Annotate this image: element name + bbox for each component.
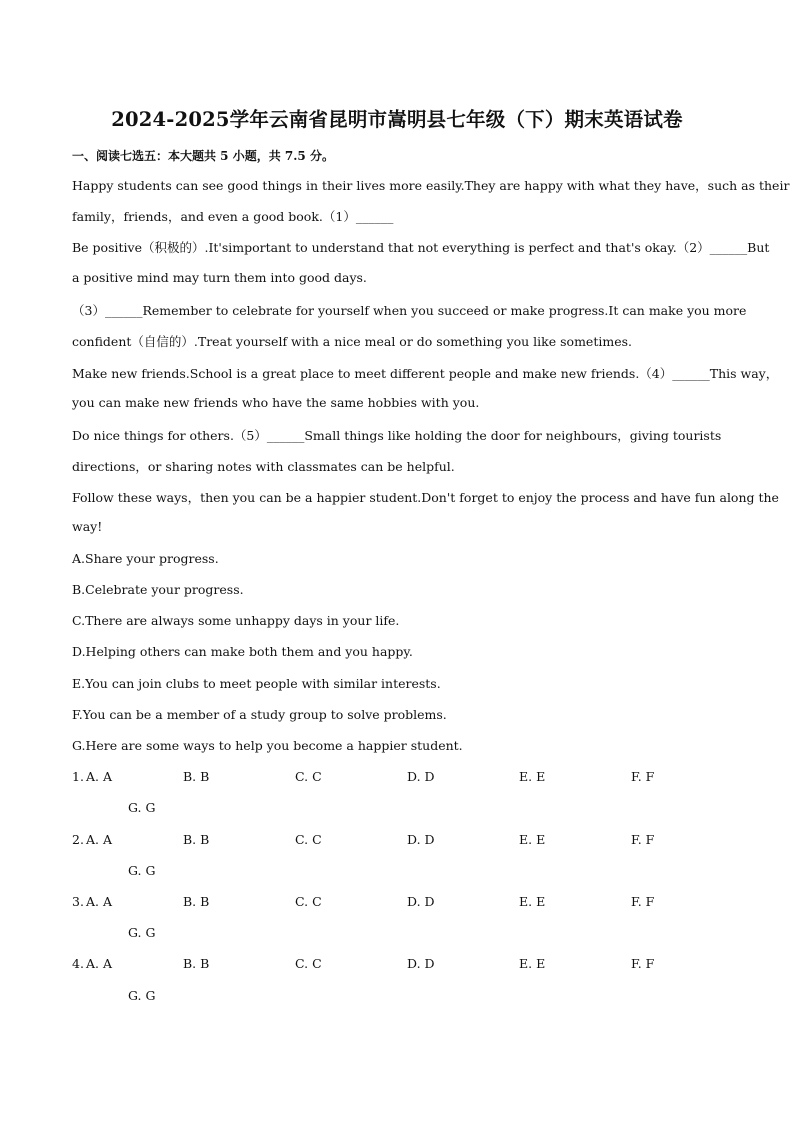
- question-number: 4.: [72, 956, 84, 971]
- option-c[interactable]: C. C: [295, 894, 322, 909]
- option-f[interactable]: F. F: [631, 894, 655, 909]
- option-b[interactable]: B. B: [183, 832, 210, 847]
- option-c[interactable]: C. C: [295, 769, 322, 784]
- option-d[interactable]: D. D: [407, 832, 435, 847]
- choice-g: G.Here are some ways to help you become a happier student.: [72, 738, 463, 753]
- passage-line: family，friends，and even a good book.（1）______: [72, 209, 394, 224]
- question-number: 2.: [72, 832, 84, 847]
- option-c[interactable]: C. C: [295, 956, 322, 971]
- option-e[interactable]: E. E: [519, 832, 546, 847]
- option-b[interactable]: B. B: [183, 894, 210, 909]
- option-f[interactable]: F. F: [631, 769, 655, 784]
- option-c[interactable]: C. C: [295, 832, 322, 847]
- option-a[interactable]: A. A: [86, 894, 113, 909]
- section-header: 一、阅读七选五：本大题共 5 小题，共 7.5 分。: [72, 149, 334, 163]
- passage-line: Follow these ways，then you can be a happier student.Don't forget to enjoy the process and have fun along the: [72, 490, 779, 505]
- choice-d: D.Helping others can make both them and you happy.: [72, 644, 413, 659]
- passage-line: Be positive（积极的）.It'simportant to understand that not everything is perfect and that's okay.（2）______But: [72, 240, 770, 255]
- question-number: 1.: [72, 769, 84, 784]
- choice-b: B.Celebrate your progress.: [72, 582, 244, 597]
- option-g[interactable]: G. G: [128, 863, 156, 878]
- page-title: 2024-2025学年云南省昆明市嵩明县七年级（下）期末英语试卷: [111, 108, 683, 131]
- choice-a: A.Share your progress.: [72, 551, 219, 566]
- passage-line: way!: [72, 519, 103, 534]
- question-number: 3.: [72, 894, 84, 909]
- choice-f: F.You can be a member of a study group to solve problems.: [72, 707, 447, 722]
- option-e[interactable]: E. E: [519, 769, 546, 784]
- choice-c: C.There are always some unhappy days in your life.: [72, 613, 400, 628]
- option-f[interactable]: F. F: [631, 832, 655, 847]
- option-g[interactable]: G. G: [128, 800, 156, 815]
- passage-line: （3）______Remember to celebrate for yourself when you succeed or make progress.It can make you more: [72, 303, 747, 318]
- option-a[interactable]: A. A: [86, 769, 113, 784]
- passage-line: confident（自信的）.Treat yourself with a nice meal or do something you like sometimes.: [72, 334, 632, 349]
- option-e[interactable]: E. E: [519, 894, 546, 909]
- option-b[interactable]: B. B: [183, 769, 210, 784]
- option-g[interactable]: G. G: [128, 988, 156, 1003]
- option-g[interactable]: G. G: [128, 925, 156, 940]
- option-d[interactable]: D. D: [407, 769, 435, 784]
- choice-e: E.You can join clubs to meet people with similar interests.: [72, 676, 441, 691]
- passage-line: directions，or sharing notes with classmates can be helpful.: [72, 459, 455, 474]
- passage-line: Make new friends.School is a great place to meet different people and make new friends.（4）______This way，: [72, 366, 779, 381]
- option-e[interactable]: E. E: [519, 956, 546, 971]
- option-b[interactable]: B. B: [183, 956, 210, 971]
- option-a[interactable]: A. A: [86, 956, 113, 971]
- passage-line: a positive mind may turn them into good days.: [72, 270, 367, 285]
- option-d[interactable]: D. D: [407, 956, 435, 971]
- option-d[interactable]: D. D: [407, 894, 435, 909]
- passage-line: Do nice things for others.（5）______Small things like holding the door for neighbours，giving tourists: [72, 428, 722, 443]
- option-f[interactable]: F. F: [631, 956, 655, 971]
- option-a[interactable]: A. A: [86, 832, 113, 847]
- passage-line: you can make new friends who have the same hobbies with you.: [72, 395, 480, 410]
- passage-line: Happy students can see good things in their lives more easily.They are happy with what they have，such as their: [72, 178, 790, 193]
